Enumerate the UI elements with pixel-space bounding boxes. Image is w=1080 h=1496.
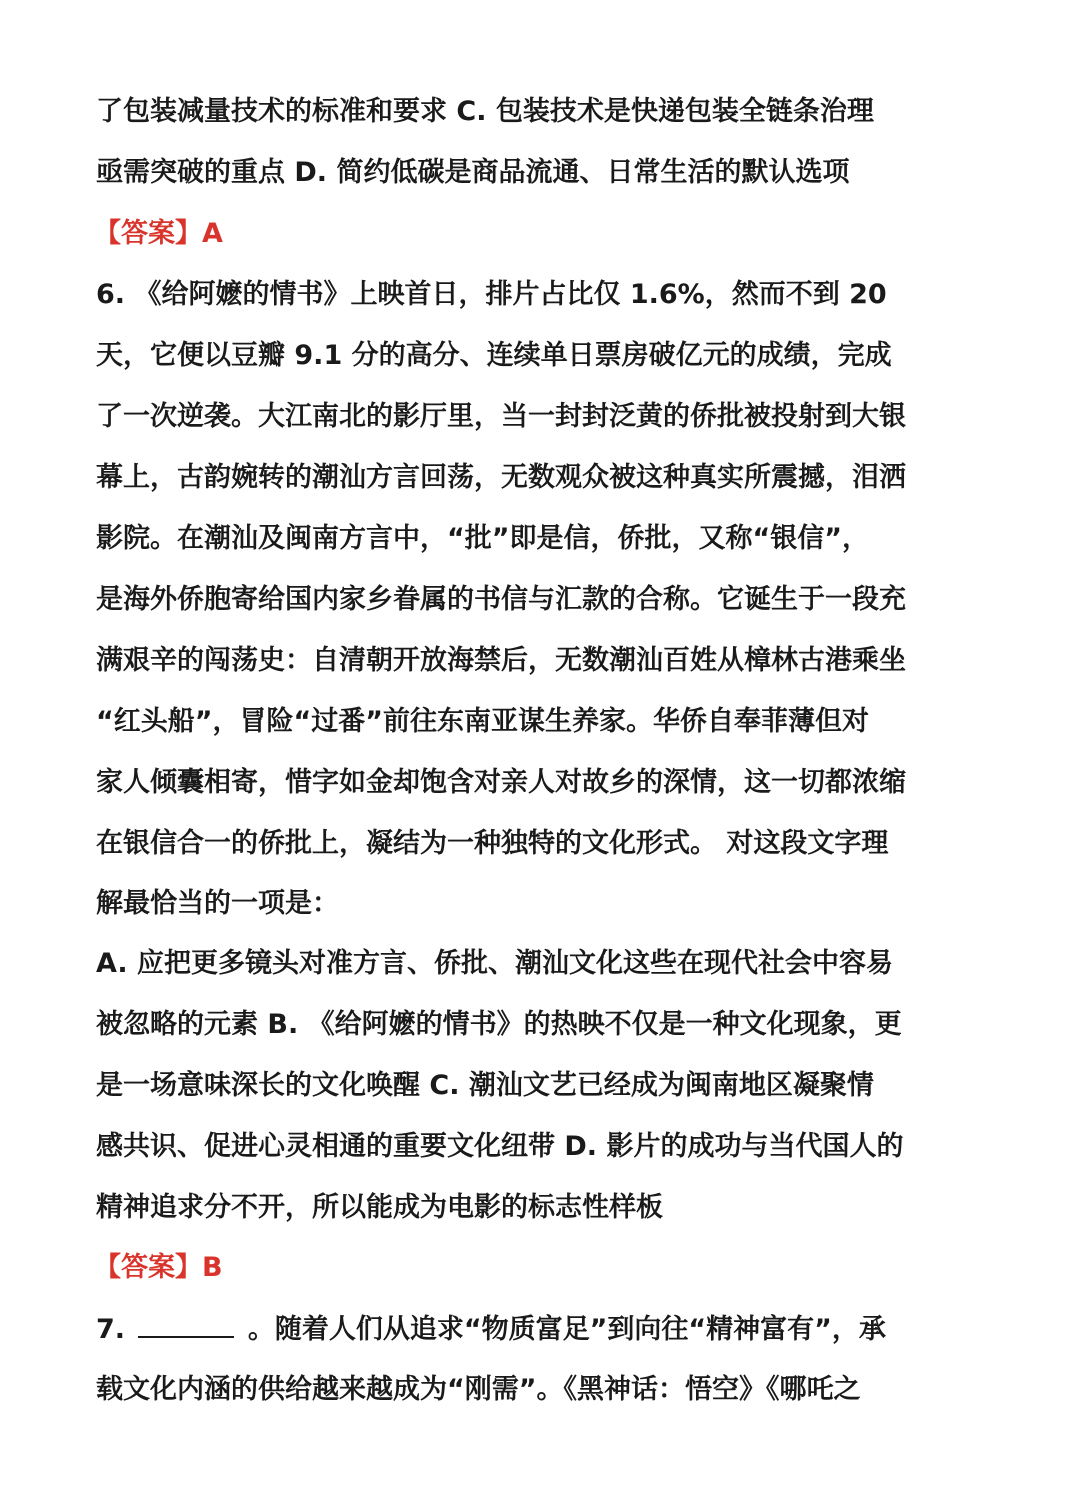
text-line: 是海外侨胞寄给国内家乡眷属的书信与汇款的合称。它诞生于一段充 [96, 584, 906, 615]
text-line: 载文化内涵的供给越来越成为“刚需”。《黑神话：悟空》《哪吒之 [96, 1374, 861, 1405]
fill-in-blank [138, 1310, 234, 1338]
question-number: 7. [96, 1314, 126, 1345]
option-line: 感共识、促进心灵相通的重要文化纽带 D. 影片的成功与当代国人的 [96, 1131, 904, 1162]
option-line: 被忽略的元素 B. 《给阿嬷的情书》的热映不仅是一种文化现象，更 [96, 1009, 902, 1040]
text-line: 影院。在潮汕及闽南方言中，“批”即是信，侨批，又称“银信”， [96, 523, 869, 554]
text-line: 在银信合一的侨批上，凝结为一种独特的文化形式。 对这段文字理 [96, 828, 889, 859]
option-line: 是一场意味深长的文化唤醒 C. 潮汕文艺已经成为闽南地区凝聚情 [96, 1070, 874, 1101]
text-line: 了包装减量技术的标准和要求 C. 包装技术是快递包装全链条治理 [96, 96, 874, 127]
text-line: “红头船”，冒险“过番”前往东南亚谋生养家。华侨自奉菲薄但对 [96, 706, 869, 737]
text-line: 了一次逆袭。大江南北的影厅里，当一封封泛黄的侨批被投射到大银 [96, 401, 906, 432]
text-line: 亟需突破的重点 D. 简约低碳是商品流通、日常生活的默认选项 [96, 157, 850, 188]
question-7-line [96, 1310, 926, 1350]
question-text: 。随着人们从追求“物质富足”到向往“精神富有”，承 [247, 1314, 886, 1345]
answer-label: 【答案】A [94, 218, 223, 249]
text-line: 家人倾囊相寄，惜字如金却饱含对亲人对故乡的深情，这一切都浓缩 [96, 767, 906, 798]
option-line: 精神追求分不开，所以能成为电影的标志性样板 [96, 1192, 663, 1223]
question-6-line: 6. 《给阿嬷的情书》上映首日，排片占比仅 1.6%，然而不到 20 [96, 279, 887, 310]
text-line: 幕上，古韵婉转的潮汕方言回荡，无数观众被这种真实所震撼，泪洒 [96, 462, 906, 493]
text-line: 满艰辛的闯荡史：自清朝开放海禁后，无数潮汕百姓从樟林古港乘坐 [96, 645, 906, 676]
text-line: 天，它便以豆瓣 9.1 分的高分、连续单日票房破亿元的成绩，完成 [96, 340, 892, 371]
answer-label: 【答案】B [94, 1252, 223, 1283]
text-line: 解最恰当的一项是： [96, 888, 339, 919]
option-line: A. 应把更多镜头对准方言、侨批、潮汕文化这些在现代社会中容易 [96, 948, 894, 979]
